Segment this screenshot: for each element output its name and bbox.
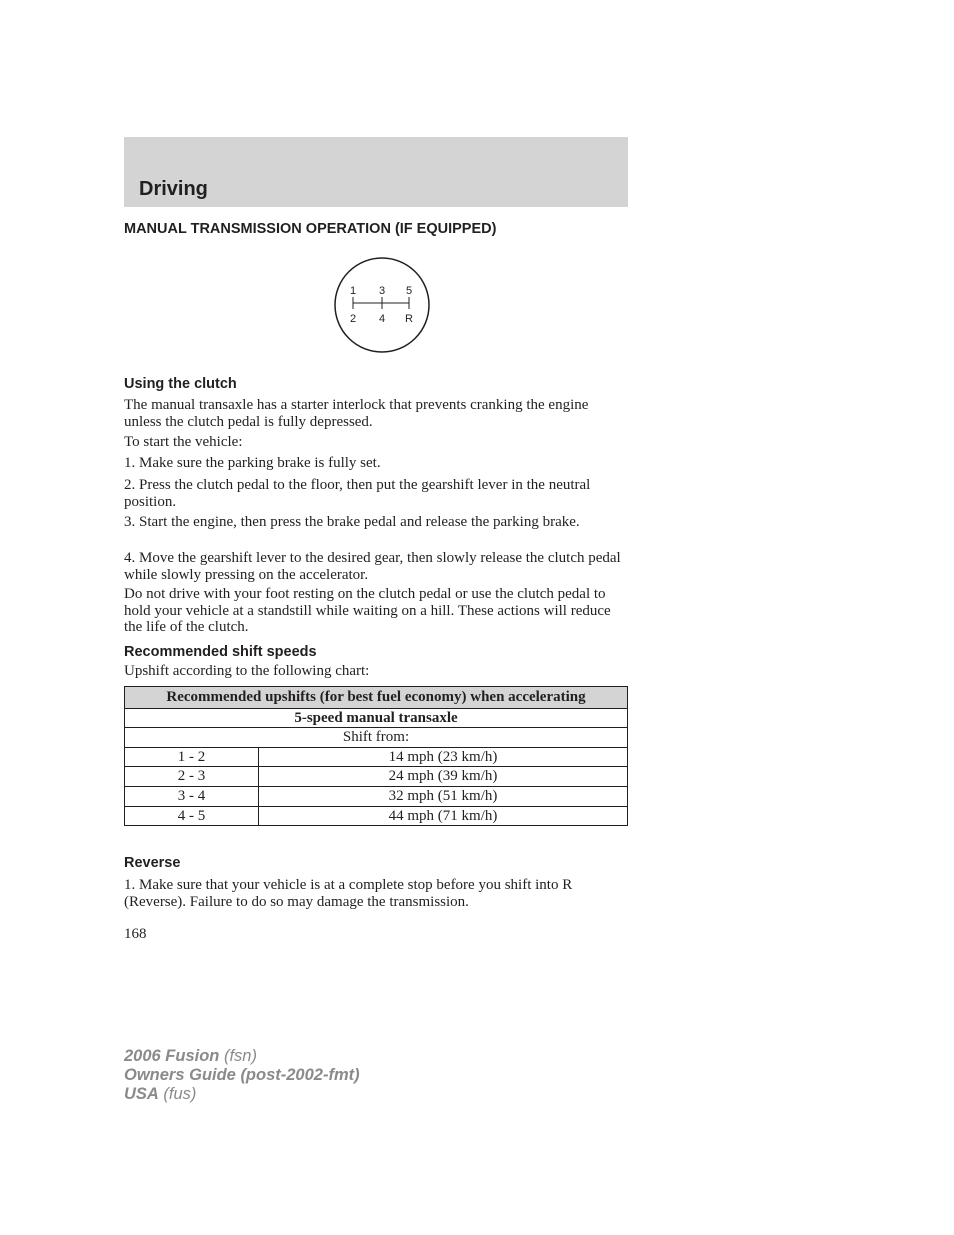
reverse-step: 1. Make sure that your vehicle is at a complete stop before you shift into R (Reverse). Failure to do so may damage the transmission. — [124, 877, 573, 910]
start-label: To start the vehicle: — [124, 434, 243, 450]
footer-line-market — [124, 1085, 360, 1104]
table-row — [125, 806, 628, 826]
table-row — [125, 747, 628, 767]
shift-speeds-heading: Recommended shift speeds — [124, 644, 317, 660]
table-title-row — [125, 687, 628, 709]
gear-cell: 3 - 4 — [125, 786, 259, 806]
page-number: 168 — [124, 926, 147, 942]
speed-cell: 44 mph (71 km/h) — [259, 806, 628, 826]
gear-label: 3 — [378, 285, 386, 297]
clutch-step: 3. Start the engine, then press the brake pedal and release the parking brake. — [124, 514, 580, 530]
shift-speed-table — [124, 686, 628, 826]
footer-market: USA — [124, 1085, 159, 1103]
clutch-intro: The manual transaxle has a starter interlock that prevents cranking the engine unless the clutch pedal is fully depressed. — [124, 397, 589, 430]
document-footer — [124, 1047, 360, 1104]
clutch-step: 1. Make sure the parking brake is fully set. — [124, 455, 381, 471]
gear-cell: 4 - 5 — [125, 806, 259, 826]
shift-pattern-diagram — [332, 256, 432, 354]
gear-cell: 1 - 2 — [125, 747, 259, 767]
gear-label: 1 — [349, 285, 357, 297]
footer-line-model — [124, 1047, 360, 1066]
footer-model: 2006 Fusion — [124, 1047, 220, 1065]
clutch-warning: Do not drive with your foot resting on the clutch pedal or use the clutch pedal to hold your vehicle at a standstill while waiting on a hill. These actions will reduce the life of the clutch. — [124, 586, 611, 636]
table-subtitle-row — [125, 708, 628, 728]
gear-cell: 2 - 3 — [125, 767, 259, 787]
footer-line-guide — [124, 1066, 360, 1085]
footer-model-code: (fsn) — [219, 1047, 257, 1065]
clutch-step: 2. Press the clutch pedal to the floor, then put the gearshift lever in the neutral position. — [124, 477, 591, 510]
speed-cell: 24 mph (39 km/h) — [259, 767, 628, 787]
table-shift-from-row — [125, 728, 628, 748]
table-row — [125, 786, 628, 806]
shift-speeds-intro: Upshift according to the following chart: — [124, 663, 370, 679]
clutch-heading: Using the clutch — [124, 376, 237, 392]
footer-market-code: (fus) — [158, 1085, 197, 1103]
footer-guide: Owners Guide (post-2002-fmt) — [124, 1066, 360, 1084]
reverse-heading: Reverse — [124, 855, 181, 871]
page-heading: MANUAL TRANSMISSION OPERATION (IF EQUIPPED) — [124, 221, 497, 237]
table-row — [125, 767, 628, 787]
clutch-step: 4. Move the gearshift lever to the desired gear, then slowly release the clutch pedal while slowly pressing on the accelerator. — [124, 550, 621, 583]
gear-label: R — [405, 313, 413, 325]
speed-cell: 14 mph (23 km/h) — [259, 747, 628, 767]
table-shift-from: Shift from: — [125, 728, 628, 748]
gear-label: 5 — [405, 285, 413, 297]
section-title: Driving — [139, 178, 208, 200]
gear-label: 4 — [378, 313, 386, 325]
table-title: Recommended upshifts (for best fuel economy) when accelerating — [125, 687, 628, 709]
speed-cell: 32 mph (51 km/h) — [259, 786, 628, 806]
gear-label: 2 — [349, 313, 357, 325]
table-subtitle: 5-speed manual transaxle — [125, 708, 628, 728]
